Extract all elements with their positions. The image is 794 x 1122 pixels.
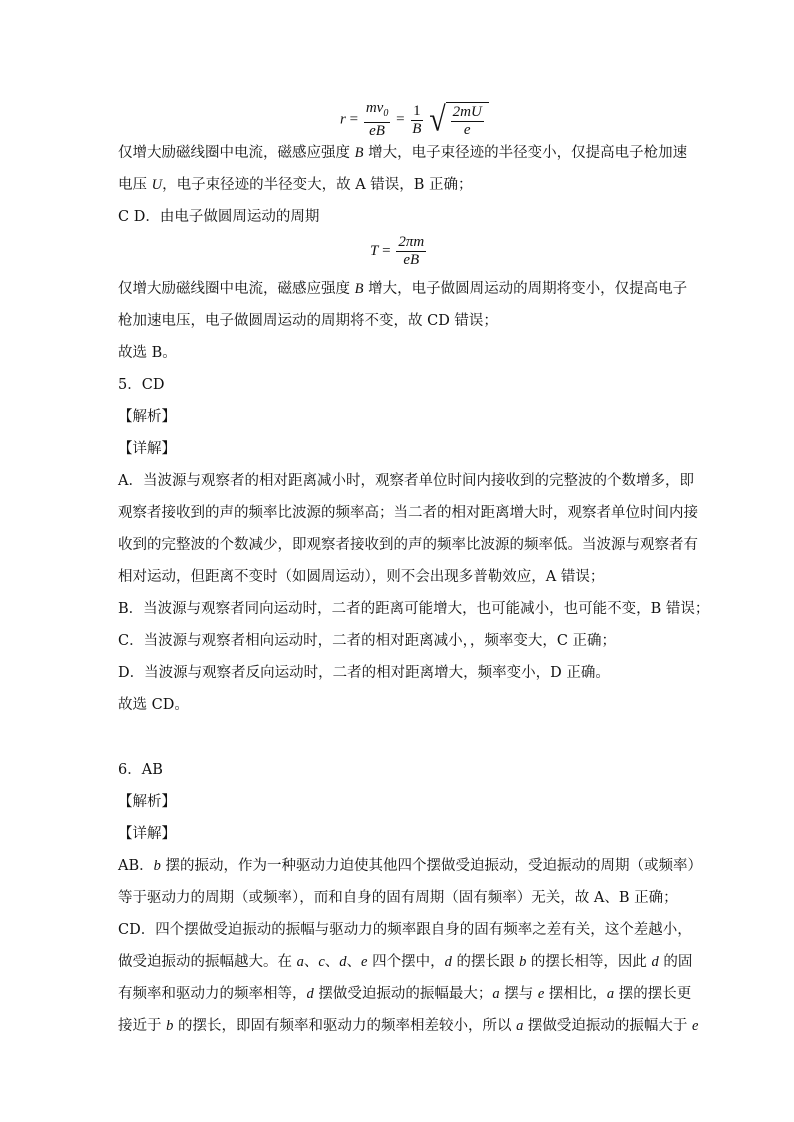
eq1-f1-denominator: eB	[369, 123, 385, 139]
eq1-sqrt-fraction	[451, 104, 484, 139]
equation-radius	[340, 100, 489, 140]
equation-period	[370, 234, 428, 269]
eq1-sqrt	[429, 102, 489, 139]
text-line-26: 接近于 b 的摆长，即固有频率和驱动力的频率相差较小，所以 a 摆做受迫振动的振幅大于 e	[118, 1018, 699, 1034]
eq1-f1-sub: 0	[383, 108, 389, 119]
text-line-16: D．当波源与观察者反向运动时，二者的相对距离增大，频率变小，D 正确。	[118, 665, 610, 681]
eq2-fraction	[396, 234, 426, 269]
text-line-12: 收到的完整波的个数减少，即观察者接收到的声的频率比波源的频率低。当波源与观察者有	[118, 537, 698, 553]
text-line-5: 枪加速电压，电子做圆周运动的周期将不变，故 CD 错误；	[118, 313, 498, 329]
text-line-21: AB．b 摆的振动，作为一种驱动力迫使其他四个摆做受迫振动，受迫振动的周期（或频率）	[118, 858, 702, 874]
text-line-10: A．当波源与观察者的相对距离减小时，观察者单位时间内接收到的完整波的个数增多，即	[118, 473, 694, 489]
eq1-equals: =	[349, 111, 359, 128]
eq1-lhs: r	[340, 111, 346, 128]
text-line-1: 仅增大励磁线圈中电流，磁感应强度 B 增大，电子束径迹的半径变小，仅提高电子枪加速	[118, 145, 688, 161]
eq2-lhs: T	[370, 242, 379, 259]
eq1-f2-numerator: 1	[413, 102, 421, 119]
question-5-answer: 5．CD	[118, 377, 165, 393]
eq1-fraction-2	[410, 103, 423, 138]
eq1-sqrt-numerator: 2mU	[452, 103, 482, 120]
eq1-f2-denominator: B	[412, 120, 422, 137]
text-line-4: 仅增大励磁线圈中电流，磁感应强度 B 增大，电子做圆周运动的周期将变小，仅提高电子	[118, 281, 688, 297]
eq2-denominator: eB	[403, 252, 420, 268]
text-line-11: 观察者接收到的声的频率比波源的频率高；当二者的相对距离增大时，观察者单位时间内接	[118, 505, 698, 521]
text-line-2: 电压 U，电子束径迹的半径变大，故 A 错误，B 正确；	[118, 177, 473, 193]
text-line-14: B．当波源与观察者同向运动时，二者的距离可能增大，也可能减小，也可能不变，B 错误；	[118, 601, 710, 617]
analysis-heading-5: 【解析】	[118, 409, 176, 425]
text-line-15: C．当波源与观察者相向运动时，二者的相对距离减小，，频率变大，C 正确；	[118, 633, 617, 649]
eq2-numerator: 2πm	[398, 234, 425, 250]
text-line-25: 有频率和驱动力的频率相等，d 摆做受迫振动的振幅最大；a 摆与 e 摆相比，a 摆的摆长更	[118, 986, 692, 1002]
eq2-equals: =	[382, 242, 391, 259]
text-line-6: 故选 B。	[118, 345, 177, 361]
question-6-answer: 6．AB	[118, 762, 163, 778]
eq1-f1-numerator: mv	[365, 100, 384, 116]
analysis-heading-6: 【解析】	[118, 794, 176, 810]
text-line-23: CD．四个摆做受迫振动的振幅与驱动力的频率跟自身的固有频率之差有关，这个差越小，	[118, 922, 692, 938]
eq1-sqrt-denominator: e	[463, 121, 471, 138]
detail-heading-6: 【详解】	[118, 826, 176, 842]
text-line-24: 做受迫振动的振幅越大。在 a、c、d、e 四个摆中，d 的摆长跟 b 的摆长相等，因此 d 的固	[118, 954, 693, 970]
text-line-22: 等于驱动力的周期（或频率），而和自身的固有周期（固有频率）无关，故 A、B 正确；	[118, 890, 678, 906]
text-line-3: C D．由电子做圆周运动的周期	[118, 209, 320, 225]
eq1-equals-2: =	[396, 111, 405, 128]
radical-sign: √	[429, 100, 446, 139]
text-line-17: 故选 CD。	[118, 697, 189, 713]
detail-heading-5: 【详解】	[118, 441, 176, 457]
text-line-13: 相对运动，但距离不变时（如圆周运动），则不会出现多普勒效应，A 错误；	[118, 569, 605, 585]
eq1-fraction-1	[364, 100, 391, 140]
